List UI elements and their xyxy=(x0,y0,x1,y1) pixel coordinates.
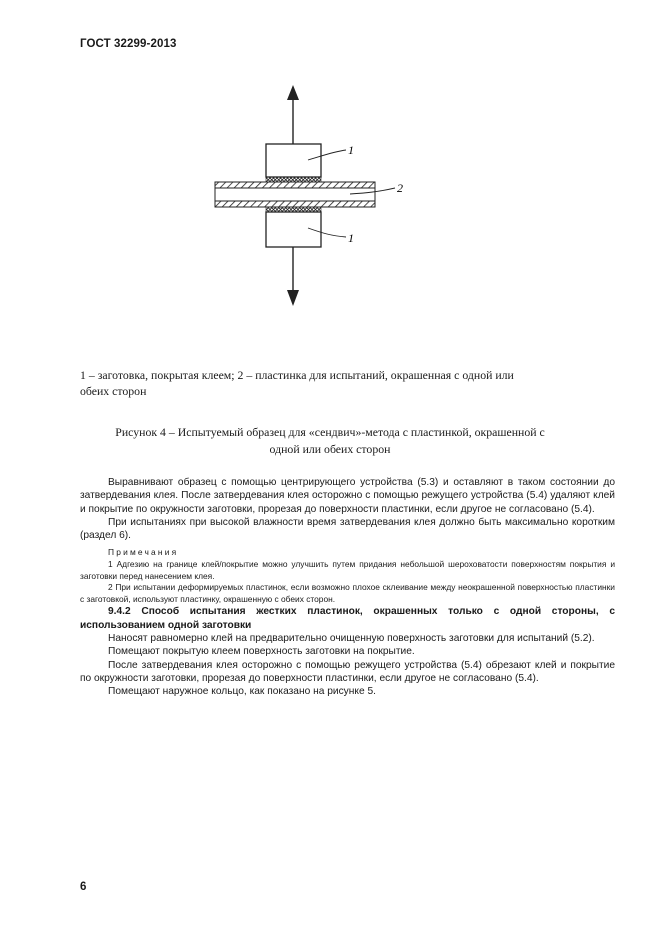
downward-force-arrow xyxy=(287,247,299,306)
upward-force-arrow xyxy=(287,85,299,144)
section-heading: 9.4.2 Способ испытания жестких пластинок, окрашенных только с одной стороны, с использованием одной заготовки xyxy=(80,606,615,631)
test-plate xyxy=(215,182,375,207)
upper-dolly-block xyxy=(266,144,321,177)
paragraph: При испытаниях при высокой влажности время затвердевания клея должно быть максимально коротким (раздел 6). xyxy=(80,516,615,542)
upper-adhesive-layer xyxy=(266,177,321,182)
caption-line-1: Рисунок 4 – Испытуемый образец для «сендвич»-метода с пластинкой, окрашенной с xyxy=(115,425,545,439)
page-number: 6 xyxy=(80,881,87,893)
paragraph: Выравнивают образец с помощью центрирующего устройства (5.3) и оставляют в таком состоянии до затвердевания клея. После затвердевания клея осторожно с помощью режущего устройства (5.4) удаляют клей и покрытие по окружности заготовки, прорезая до поверхности пластинки, если другое не согласовано (5.4). xyxy=(80,477,615,515)
note-1: 1 Адгезию на границе клей/покрытие можно улучшить путем придания небольшой шероховатости поверхностям покрытия и заготовки перед нанесением клея. xyxy=(80,559,615,581)
paragraph: Помещают покрытую клеем поверхность заготовки на покрытие. xyxy=(108,646,415,658)
notes-title: Примечания xyxy=(108,547,179,558)
note-2: 2 При испытании деформируемых пластинок, если возможно плохое склеивание между неокрашенной поверхностью пластинки с заготовкой, используют пластинку, окрашенную с обеих сторон. xyxy=(80,582,615,604)
lower-adhesive-layer xyxy=(266,207,321,212)
document-header: ГОСТ 32299-2013 xyxy=(80,38,177,50)
paragraph: После затвердевания клея осторожно с помощью режущего устройства (5.4) обрезают клей и покрытие по окружности заготовки, прорезая до поверхности пластинки, если другое не согласовано (5.4). xyxy=(80,659,615,684)
legend-line-2: обеих сторон xyxy=(80,384,147,398)
paragraph: Помещают наружное кольцо, как показано на рисунке 5. xyxy=(108,686,376,698)
figure-legend xyxy=(80,367,580,399)
main-text xyxy=(80,476,615,699)
caption-line-2: одной или обеих сторон xyxy=(269,442,391,456)
label-plate: 2 xyxy=(397,181,403,195)
figure-caption xyxy=(80,424,580,458)
label-lower-block: 1 xyxy=(348,231,354,245)
label-upper-block: 1 xyxy=(348,143,354,157)
sandwich-specimen-figure xyxy=(200,80,430,312)
legend-line-1: 1 – заготовка, покрытая клеем; 2 – пластинка для испытаний, окрашенная с одной или xyxy=(80,368,514,382)
paragraph: Наносят равномерно клей на предварительно очищенную поверхность заготовки для испытаний (5.2). xyxy=(108,633,595,645)
